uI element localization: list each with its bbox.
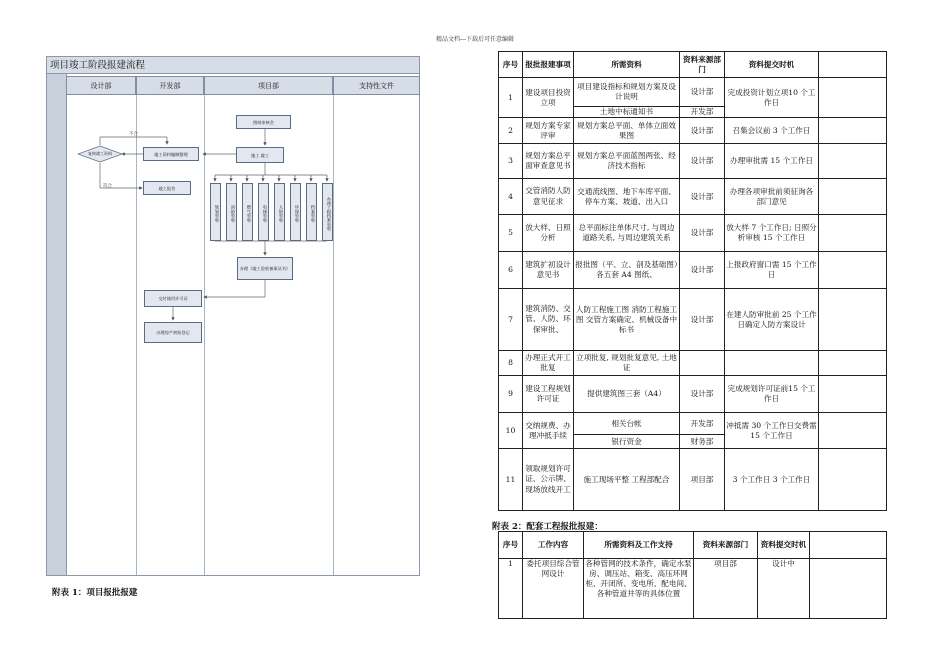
cell-docs: 土地中标通知书 — [574, 107, 680, 118]
cell-item: 委托项目综合管网设计 — [523, 559, 584, 619]
cell-extra — [819, 215, 887, 252]
cell-no: 8 — [499, 351, 523, 376]
table-row — [499, 289, 887, 351]
cell-no: 7 — [499, 289, 523, 351]
table-row — [499, 179, 887, 215]
cell-timing: 在建人防审批前 25 个工作日确定人防方案设计 — [725, 289, 819, 351]
cell-timing: 设计中 — [758, 559, 810, 619]
node-archive-inspection: 档案验收 — [306, 183, 317, 241]
cell-extra — [819, 179, 887, 215]
cell-no: 5 — [499, 215, 523, 252]
cell-item: 放大样、日照分析 — [523, 215, 574, 252]
th-extra — [819, 52, 887, 78]
th-timing: 资料提交时机 — [725, 52, 819, 78]
cell-extra — [819, 118, 887, 144]
cell-dept: 项目部 — [694, 559, 758, 619]
table-row — [499, 559, 887, 619]
cell-extra — [819, 78, 887, 118]
table-header-row — [499, 532, 887, 559]
cell-no: 2 — [499, 118, 523, 144]
cell-timing: 召集会议前 3 个工作日 — [725, 118, 819, 144]
label-not-approved: 不合 — [129, 132, 138, 137]
th-work: 工作内容 — [523, 532, 584, 559]
cell-extra — [819, 413, 887, 449]
th-no: 序号 — [499, 52, 523, 78]
flowchart-panel — [46, 56, 420, 576]
cell-item: 规划方案专家评审 — [523, 118, 574, 144]
th-timing: 资料提交时机 — [758, 532, 810, 559]
th-dept: 资料来源部门 — [694, 532, 758, 559]
flowchart-title: 项目竣工阶段报建流程 — [47, 57, 419, 74]
node-property-registration: 办理房产初始登记 — [144, 322, 202, 343]
flow-connectors — [47, 57, 419, 575]
node-delivery-permit: 交付使用许可证 — [144, 290, 202, 307]
cell-dept: 设计部 — [680, 144, 725, 179]
cell-no: 1 — [499, 78, 523, 118]
cell-dept: 设计部 — [680, 179, 725, 215]
cell-docs: 立项批复, 规划批复意见, 土地证 — [574, 351, 680, 376]
cell-dept: 设计部 — [680, 118, 725, 144]
cell-no: 1 — [499, 559, 523, 619]
cell-dept: 设计部 — [680, 252, 725, 289]
cell-no: 3 — [499, 144, 523, 179]
cell-item: 领取规划许可证、公示牌、现场放线开工 — [523, 449, 574, 511]
cell-dept: 开发部 — [680, 413, 725, 435]
cell-extra — [819, 449, 887, 511]
table-row — [499, 252, 887, 289]
cell-timing: 办理各项审批前须征询各部门意见 — [725, 179, 819, 215]
cell-item: 建筑消防、交管、人防、环保审批、 — [523, 289, 574, 351]
cell-extra — [819, 289, 887, 351]
cell-docs: 项目建设指标和规划方案及设计说明 — [574, 78, 680, 107]
cell-no: 9 — [499, 376, 523, 413]
cell-docs: 各种管网的技术条件，确定水泵房、调压站、箱变、高压环网柜、开闭所、变电所、配电间、各种管道井等的具体位置 — [584, 559, 694, 619]
node-environmental-inspection: 环保验收 — [290, 183, 301, 241]
cell-docs: 施工现场平整 工程部配合 — [574, 449, 680, 511]
cell-dept: 设计部 — [680, 376, 725, 413]
cell-item: 交管消防人防意见征求 — [523, 179, 574, 215]
table-header-row — [499, 52, 887, 78]
cell-timing: 完成规划许可证前15 个工作日 — [725, 376, 819, 413]
cell-dept: 项目部 — [680, 449, 725, 511]
cell-docs: 总平面标注单体尺寸, 与周边道路关系, 与周边建筑关系 — [574, 215, 680, 252]
node-review-decision-label: 复核竣工资料 — [88, 151, 112, 156]
lane-header-project: 项目部 — [204, 76, 333, 95]
table-row — [499, 351, 887, 376]
cell-extra — [819, 252, 887, 289]
cell-docs: 相关台帐 — [574, 413, 680, 435]
cell-dept: 设计部 — [680, 215, 725, 252]
cell-timing: 放大样 7 个工作日; 日照分析审核 15 个工作日 — [725, 215, 819, 252]
cell-docs: 规划方案总平面、单体立面效果图 — [574, 118, 680, 144]
table-row — [499, 118, 887, 144]
cell-timing: 上报政府窗口需 15 个工作日 — [725, 252, 819, 289]
th-extra — [810, 532, 887, 559]
cell-docs: 人防工程施工图 消防工程施工图 交管方案确定、机械设备中标书 — [574, 289, 680, 351]
cell-item: 建筑扩初设计意见书 — [523, 252, 574, 289]
th-dept: 资料来源部门 — [680, 52, 725, 78]
table-approval-items — [498, 51, 887, 511]
table-supporting-works — [498, 531, 887, 619]
cell-item: 建设项目投资立项 — [523, 78, 574, 118]
cell-item: 建设工程规划许可证 — [523, 376, 574, 413]
table-row — [499, 376, 887, 413]
lane-header-development: 开发部 — [136, 76, 204, 95]
node-fire-inspection: 消防验收 — [226, 183, 237, 241]
node-planning-inspection: 规划验收 — [210, 183, 221, 241]
node-project-archive-inspection: 办理工程档案验收 — [322, 183, 333, 241]
node-drawing-review: 图纸审核会 — [236, 115, 291, 129]
cell-item: 交纳规费、办理冲抵手续 — [523, 413, 574, 449]
caption-appendix-2: 附表 2：配套工程报批报建： — [492, 522, 603, 532]
cell-timing: 3 个工作日 3 个工作日 — [725, 449, 819, 511]
cell-timing — [725, 351, 819, 376]
cell-extra — [819, 376, 887, 413]
cell-timing: 完成投资计划立项10 个工作日 — [725, 78, 819, 118]
node-completion-docs: 竣工资料编制整理 — [143, 147, 199, 161]
cell-no: 6 — [499, 252, 523, 289]
cell-timing: 办理审批需 15 个工作日 — [725, 144, 819, 179]
th-docs-support: 所需资料及工作支持 — [584, 532, 694, 559]
cell-no: 4 — [499, 179, 523, 215]
cell-docs: 银行资金 — [574, 435, 680, 449]
th-docs: 所需资料 — [574, 52, 680, 78]
cell-dept: 开发部 — [680, 107, 725, 118]
cell-dept — [680, 351, 725, 376]
cell-docs: 规划方案总平面蓝图两张、经济技术指标 — [574, 144, 680, 179]
cell-no: 10 — [499, 413, 523, 449]
cell-item: 规划方案总平面审查意见书 — [523, 144, 574, 179]
cell-dept: 设计部 — [680, 289, 725, 351]
header-note: 精品文档---下载后可任意编辑 — [435, 36, 515, 43]
cell-docs: 交通流线图、地下车库平面、停车方案、坡道、出入口 — [574, 179, 680, 215]
node-completion-report: 竣工报告 — [143, 181, 191, 195]
cell-extra — [819, 144, 887, 179]
cell-docs: 报批图（平、立、剖及基础图）各五套 A4 图纸、 — [574, 252, 680, 289]
cell-no: 11 — [499, 449, 523, 511]
lane-header-design: 设计部 — [66, 76, 136, 95]
lane-header-support-docs: 支持性文件 — [333, 76, 420, 95]
cell-dept: 财务部 — [680, 435, 725, 449]
table-row — [499, 215, 887, 252]
node-completion-filing-certificate: 办理《竣工验收备案证书》 — [237, 257, 293, 280]
cell-extra — [810, 559, 887, 619]
table-row — [499, 144, 887, 179]
cell-extra — [819, 351, 887, 376]
table-row — [499, 78, 887, 107]
node-elevator-inspection: 电梯验收 — [258, 183, 269, 241]
table-row — [499, 413, 887, 435]
th-no: 序号 — [499, 532, 523, 559]
node-gas-inspection: 燃气验收 — [242, 183, 253, 241]
cell-docs: 提供建筑图三套（A4） — [574, 376, 680, 413]
node-civil-defense-inspection: 人防验收 — [274, 183, 285, 241]
cell-timing: 冲抵需 30 个工作日交费需 15 个工作日 — [725, 413, 819, 449]
node-construction-complete: 施工 竣工 — [236, 147, 284, 163]
caption-appendix-1: 附表 1：项目报批报建 — [52, 588, 138, 598]
th-item: 报批报建事项 — [523, 52, 574, 78]
cell-dept: 设计部 — [680, 78, 725, 107]
cell-item: 办理正式开工批复 — [523, 351, 574, 376]
table-row — [499, 449, 887, 511]
label-approved: 符合 — [103, 184, 112, 189]
